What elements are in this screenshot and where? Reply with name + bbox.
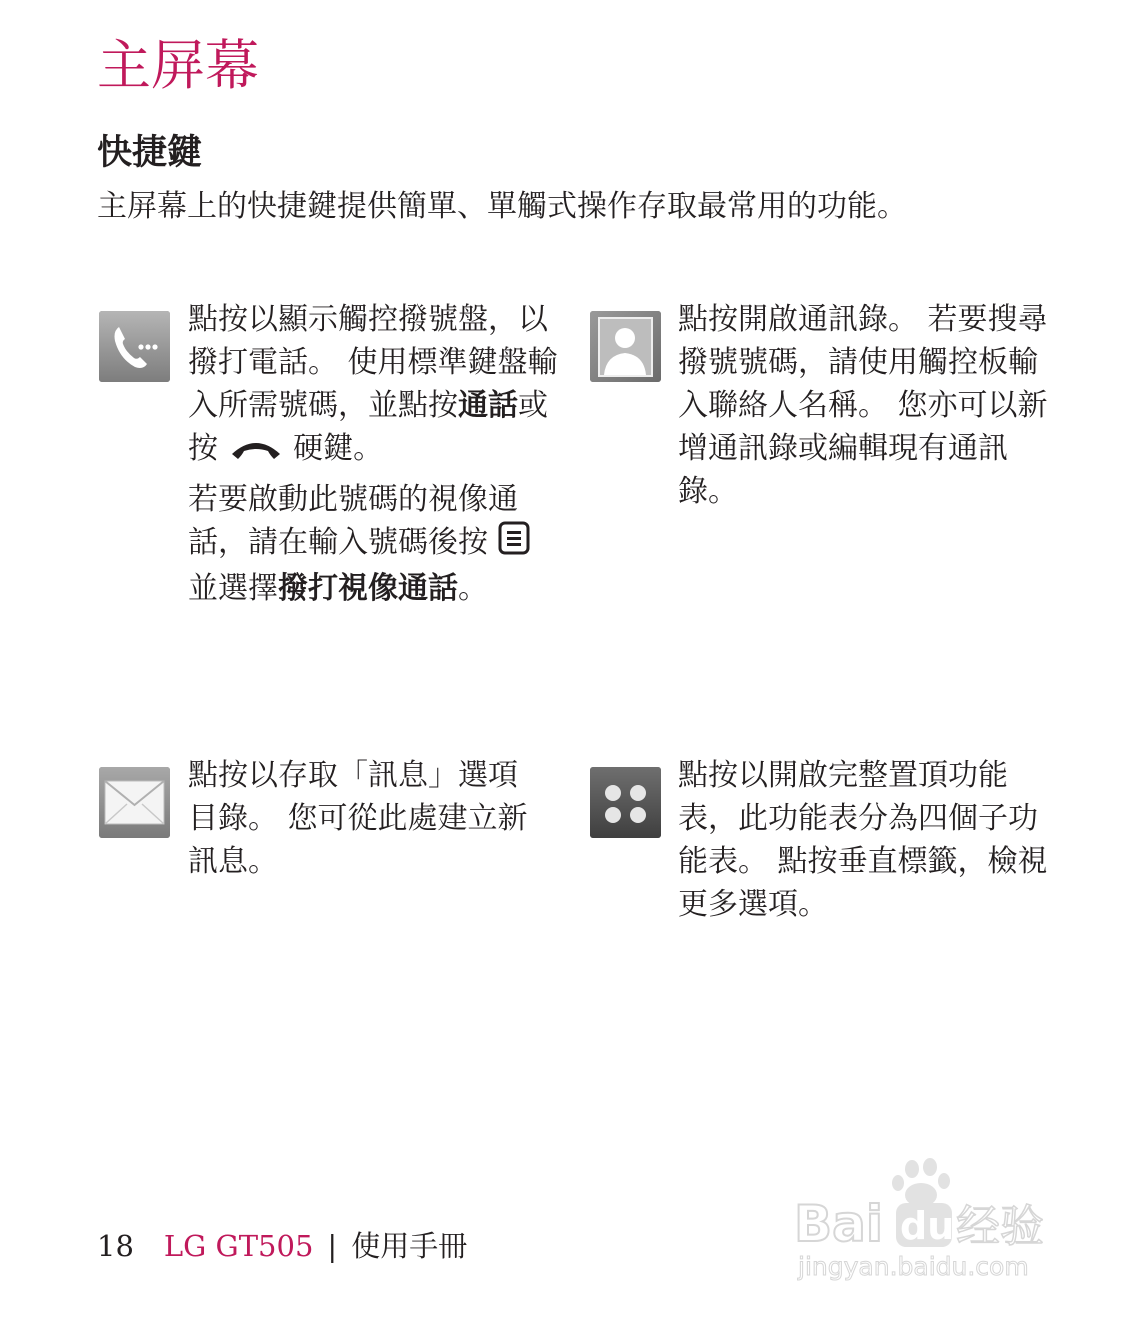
intro-paragraph: 主屏幕上的快捷鍵提供簡單、單觸式操作存取最常用的功能。	[97, 189, 907, 224]
phone-dialer-description	[188, 298, 560, 610]
baidu-jingyan-watermark	[794, 1155, 1064, 1285]
page-footer	[97, 1226, 467, 1266]
paw-icon	[892, 1158, 950, 1207]
applications-description: 點按以開啟完整置頂功能表，此功能表分為四個子功能表。 點按垂直標籤，檢視更多選項。	[678, 758, 1048, 922]
call-handset-icon	[228, 429, 284, 472]
video-call-label: 撥打視像通話	[278, 570, 458, 606]
applications-grid-icon	[590, 767, 661, 838]
watermark-du: du	[900, 1204, 955, 1248]
phone-dialer-icon	[99, 311, 170, 382]
page-number: 18	[97, 1229, 134, 1263]
watermark-brand: Bai	[794, 1195, 883, 1253]
footer-separator: |	[327, 1229, 338, 1263]
menu-key-icon	[498, 521, 530, 567]
contacts-icon	[590, 311, 661, 382]
dialer-paragraph-2: 若要啟動此號碼的視像通話，請在輸入號碼後按 並選擇撥打視像通話。	[188, 478, 560, 610]
dialer-paragraph-1: 點按以顯示觸控撥號盤，以撥打電話。 使用標準鍵盤輸入所需號碼，並點按通話或按 硬鍵。	[188, 298, 560, 472]
section-heading: 快捷鍵	[97, 132, 203, 173]
watermark-url: jingyan.baidu.com	[798, 1252, 1029, 1281]
model-name: LG GT505	[163, 1229, 314, 1263]
manual-title: 使用手冊	[351, 1229, 468, 1263]
contacts-description: 點按開啟通訊錄。 若要搜尋撥號號碼，請使用觸控板輸入聯絡人名稱。 您亦可以新增通訊錄或編輯現有通訊錄。	[678, 302, 1048, 509]
messaging-envelope-icon	[99, 767, 170, 838]
watermark-label: 经验	[956, 1201, 1044, 1252]
page-title: 主屏幕	[97, 34, 259, 97]
messaging-description: 點按以存取「訊息」選項目錄。 您可從此處建立新訊息。	[188, 758, 528, 879]
call-label: 通話	[458, 388, 518, 423]
